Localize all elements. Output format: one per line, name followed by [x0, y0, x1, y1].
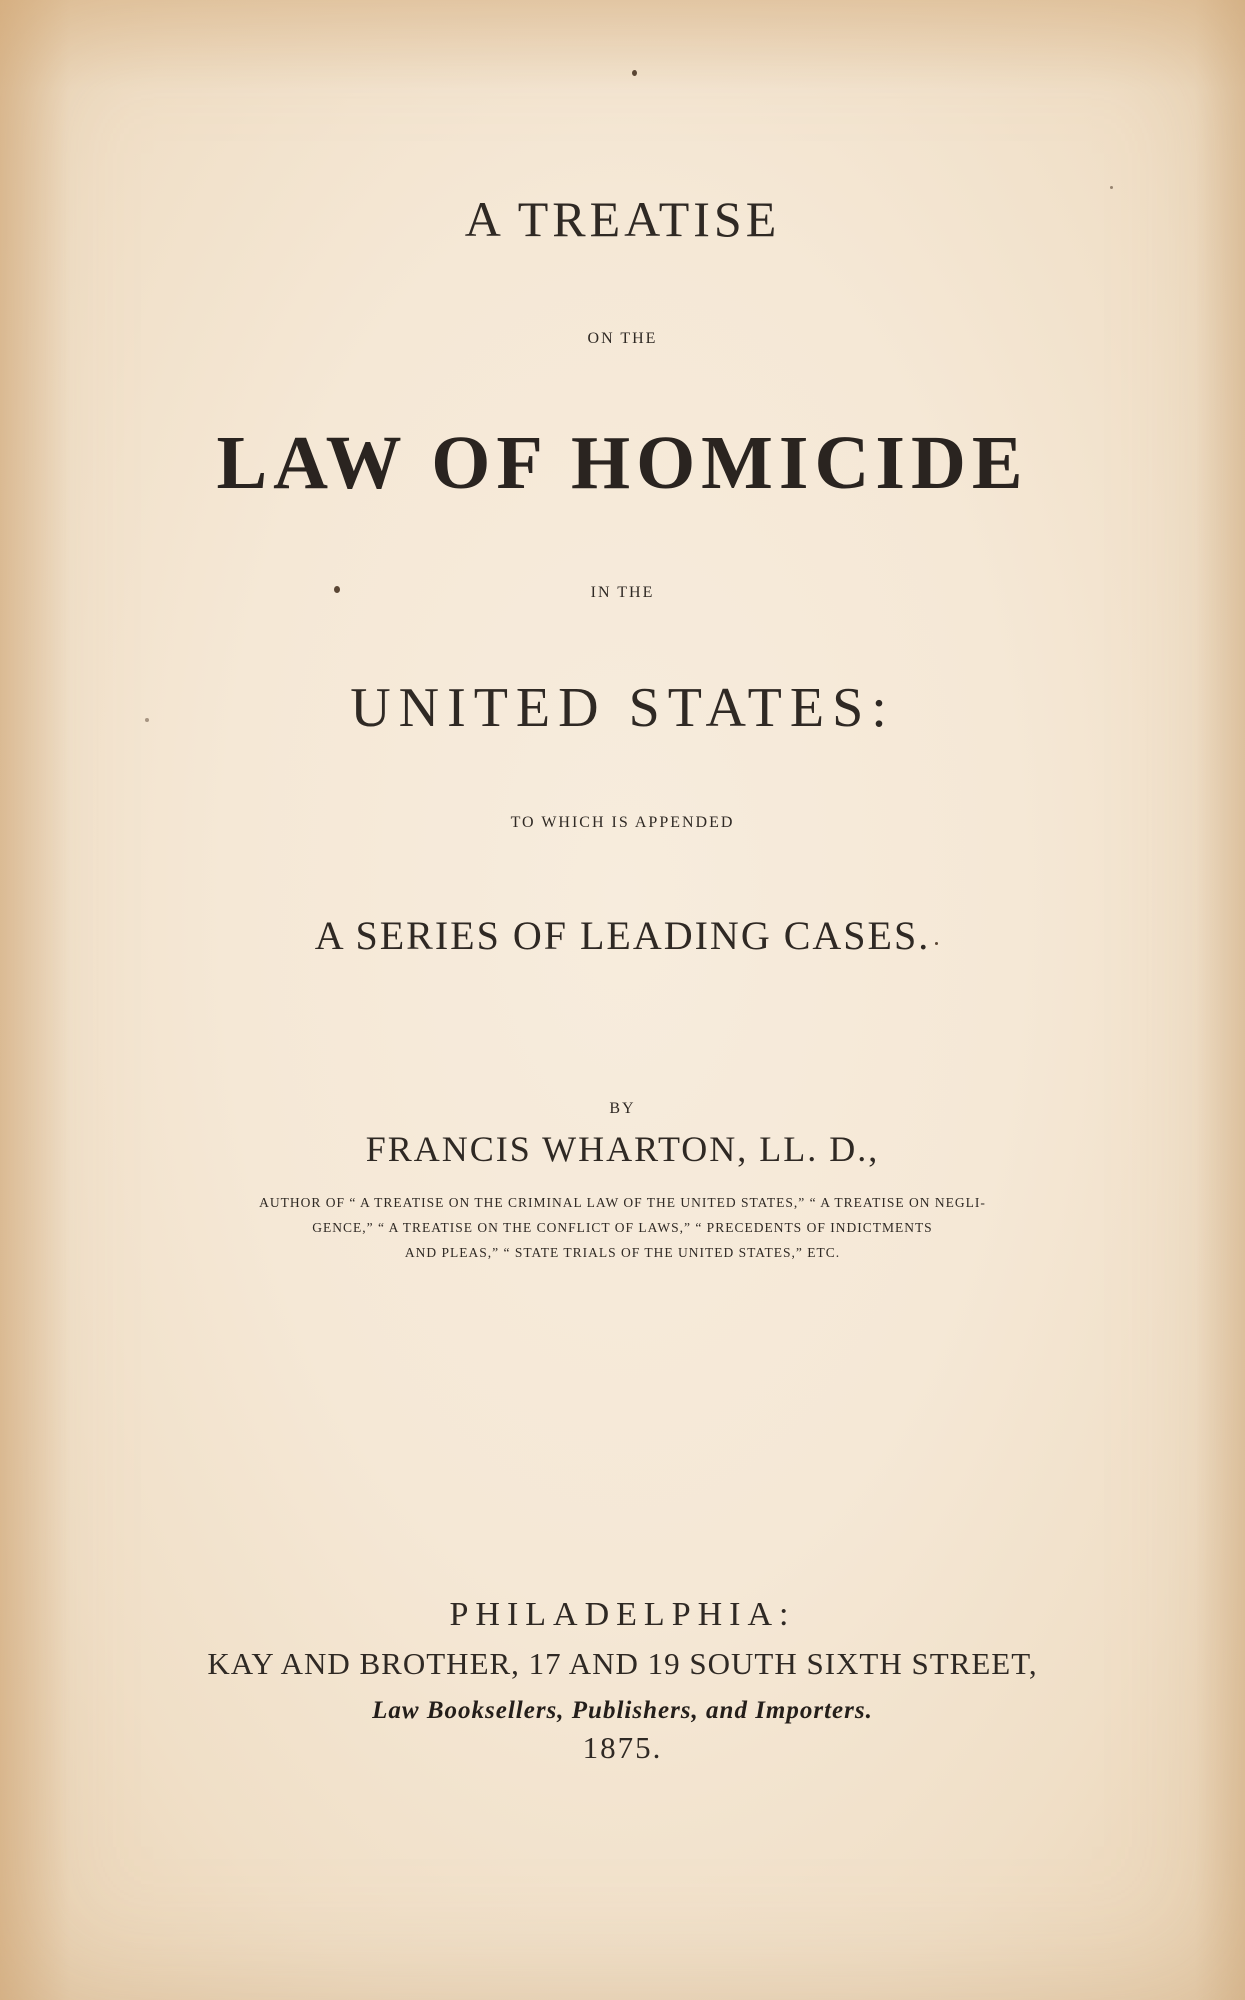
connector-in-the: IN THE: [590, 584, 655, 601]
credits-line: GENCE,” “ A TREATISE ON THE CONFLICT OF LAWS,” “ PRECEDENTS OF INDICTMENTS: [312, 1220, 933, 1235]
credits-line: AUTHOR OF “ A TREATISE ON THE CRIMINAL LAW OF THE UNITED STATES,” “ A TREATISE ON NEGLI-: [259, 1195, 986, 1210]
title-line-treatise: A TREATISE: [464, 191, 781, 247]
connector-on-the: ON THE: [587, 330, 658, 347]
imprint-booksellers: Law Booksellers, Publishers, and Importers.: [372, 1697, 873, 1724]
subtitle-leading-cases: A SERIES OF LEADING CASES.: [314, 913, 931, 958]
title-line-united-states: UNITED STATES:: [350, 677, 895, 739]
imprint-year: 1875.: [582, 1730, 663, 1765]
credits-line: AND PLEAS,” “ STATE TRIALS OF THE UNITED STATES,” ETC.: [404, 1245, 841, 1260]
ink-speck: [632, 70, 637, 76]
by-line: BY: [609, 1100, 636, 1117]
author-name: FRANCIS WHARTON, LL. D.,: [365, 1129, 880, 1169]
imprint-publisher: KAY AND BROTHER, 17 AND 19 SOUTH SIXTH STREET,: [207, 1646, 1038, 1681]
connector-appended: TO WHICH IS APPENDED: [510, 814, 735, 831]
imprint-city: PHILADELPHIA:: [449, 1596, 796, 1633]
author-credits: [0, 1190, 1245, 1265]
page-edge-top-stain: [0, 0, 1245, 90]
main-title: LAW OF HOMICIDE: [216, 421, 1029, 505]
ink-speck: [1110, 186, 1113, 189]
